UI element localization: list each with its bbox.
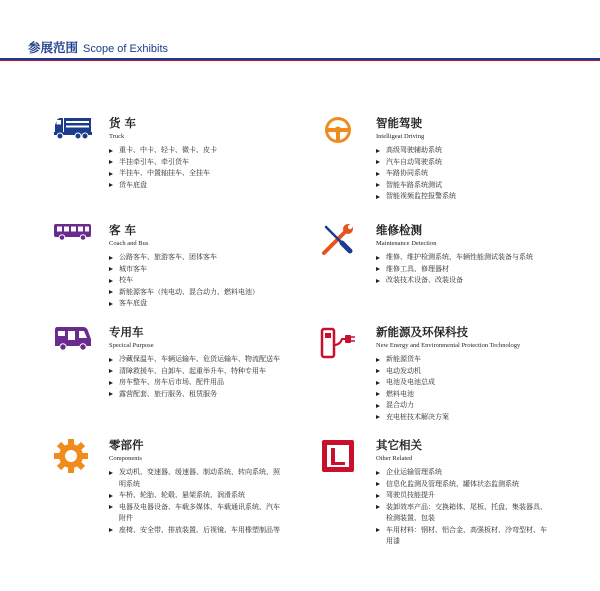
list-item: 高级驾驶辅助系统 <box>376 145 566 157</box>
header-rule-red <box>0 60 600 61</box>
list-item: 房车整车、房车后市场、配件用品 <box>109 377 299 389</box>
list-item: 燃料电池 <box>376 389 566 401</box>
list-item: 车用材料：钢材、铝合金、高强板材、冷弯型材、车用漆 <box>376 525 551 548</box>
page-title-en: Scope of Exhibits <box>83 43 169 55</box>
section-subtitle: New Energy and Environmental Protection Technology <box>376 342 521 349</box>
list-item: 半挂牵引车、牵引货车 <box>109 157 299 169</box>
section-title: 其它相关 <box>376 438 422 452</box>
section-subtitle: Truck <box>109 133 125 140</box>
list-item: 电池及电池总成 <box>376 377 566 389</box>
list-item: 充电桩技术解决方案 <box>376 412 566 424</box>
section-subtitle: Coach and Bus <box>109 240 149 247</box>
list-item: 驾驶员技能提升 <box>376 490 551 502</box>
section-title: 零部件 <box>109 438 144 452</box>
list-item: 冷藏保温车、车辆运输车、危货运输车、物流配送车 <box>109 354 299 366</box>
bus-icon <box>53 223 93 263</box>
list-item: 校车 <box>109 275 299 287</box>
page-title <box>28 38 168 56</box>
section-subtitle: Components <box>109 455 142 462</box>
list-item: 露营配套、旅行服务、租赁服务 <box>109 389 299 401</box>
list-item: 城市客车 <box>109 264 299 276</box>
list-item: 维修、维护检测系统、车辆性能测试装备与系统 <box>376 252 566 264</box>
list-item: 货车底盘 <box>109 180 299 192</box>
list-item: 清障救援车、自卸车、起重举升车、特种专用车 <box>109 366 299 378</box>
list-item: 客车底盘 <box>109 298 299 310</box>
list-item: 新能源客车（纯电动、混合动力、燃料电池） <box>109 287 299 299</box>
list-item: 企业运输管理系统 <box>376 467 551 479</box>
list-item: 重卡、中卡、轻卡、微卡、皮卡 <box>109 145 299 157</box>
section-title: 智能驾驶 <box>376 116 422 130</box>
list-item: 半挂车、中置轴挂车、全挂车 <box>109 168 299 180</box>
list-item: 信息化监测及管理系统、罐体状态监测系统 <box>376 479 551 491</box>
list-item: 车桥、轮胎、轮毂、悬架系统、润滑系统 <box>109 490 284 502</box>
list-item: 智能车路系统测试 <box>376 180 566 192</box>
rv-icon <box>53 325 93 365</box>
list-item: 车路协同系统 <box>376 168 566 180</box>
section-title: 维修检测 <box>376 223 422 237</box>
list-item: 发动机、变速器、缓速器、制动系统、转向系统、照明系统 <box>109 467 284 490</box>
section-title: 货 车 <box>109 116 137 130</box>
list-item: 新能源货车 <box>376 354 566 366</box>
learner-l-icon <box>320 438 360 478</box>
list-item: 混合动力 <box>376 400 566 412</box>
ev-charging-icon <box>320 325 360 365</box>
list-item: 装卸效率产品：交换箱体、尾板、托盘、集装器具、检测装置、包装 <box>376 502 551 525</box>
list-item: 智能视频监控报警系统 <box>376 191 566 203</box>
list-item: 座椅、安全带、排放装置、后视镜、车用橡塑制品等 <box>109 525 284 537</box>
list-item: 维修工具、修理器材 <box>376 264 566 276</box>
gear-icon <box>53 438 93 478</box>
section-title: 客 车 <box>109 223 137 237</box>
page-header <box>0 0 600 64</box>
steering-wheel-icon <box>320 116 360 156</box>
section-title: 新能源及环保科技 <box>376 325 468 339</box>
list-item: 公路客车、旅游客车、团体客车 <box>109 252 299 264</box>
list-item: 电器及电器设备、车载多媒体、车载通讯系统、汽车附件 <box>109 502 284 525</box>
section-title: 专用车 <box>109 325 144 339</box>
truck-icon <box>53 116 93 156</box>
section-subtitle: Intelligeat Driving <box>376 133 425 140</box>
list-item: 汽车自动驾驶系统 <box>376 157 566 169</box>
wrench-screwdriver-icon <box>320 223 360 263</box>
section-subtitle: Specical Purpose <box>109 342 154 349</box>
list-item: 电动发动机 <box>376 366 566 378</box>
list-item: 改装技术设备、改装设备 <box>376 275 566 287</box>
section-subtitle: Maintenance Detection <box>376 240 437 247</box>
section-subtitle: Other Related <box>376 455 413 462</box>
page-title-cn: 参展范围 <box>28 40 79 55</box>
